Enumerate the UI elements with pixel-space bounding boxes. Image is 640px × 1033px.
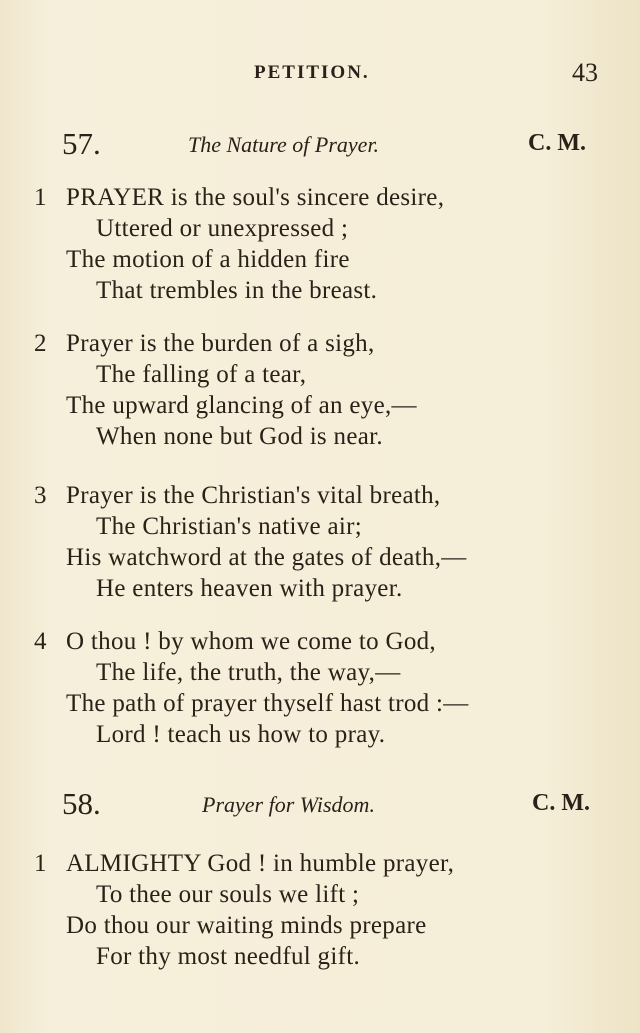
verse-line: O thou ! by whom we come to God, <box>66 628 436 655</box>
hymn-heading <box>0 126 640 162</box>
hymn-meter: C. M. <box>532 790 590 816</box>
verse-number: 4 <box>34 628 47 655</box>
verse-line: That trembles in the breast. <box>96 277 378 304</box>
verse-line: He enters heaven with prayer. <box>96 575 403 602</box>
verse-line: Prayer is the Christian's vital breath, <box>66 482 441 509</box>
hymn-number: 58. <box>62 786 101 821</box>
hymn-meter: C. M. <box>528 130 586 156</box>
verse-line: The path of prayer thyself hast trod :— <box>66 690 469 717</box>
verse-number: 1 <box>34 850 47 877</box>
verse-line: Do thou our waiting minds prepare <box>66 912 427 939</box>
running-title: PETITION. <box>254 62 370 83</box>
verse-number: 1 <box>34 184 47 211</box>
verse-line: The upward glancing of an eye,— <box>66 392 417 419</box>
hymn-title: The Nature of Prayer. <box>188 132 380 157</box>
verse-line: The Christian's native air; <box>96 513 363 540</box>
verse-line: His watchword at the gates of death,— <box>66 544 467 571</box>
running-header <box>0 58 640 92</box>
verse-line: PRAYER is the soul's sincere desire, <box>66 184 445 211</box>
hymn-number: 57. <box>62 126 101 161</box>
hymn-heading <box>0 786 640 822</box>
verse-line: To thee our souls we lift ; <box>96 881 360 908</box>
verse-line: ALMIGHTY God ! in humble prayer, <box>66 850 455 877</box>
verse-line: The life, the truth, the way,— <box>96 659 401 686</box>
verse-line: The motion of a hidden fire <box>66 246 350 273</box>
verse-line: Prayer is the burden of a sigh, <box>66 330 375 357</box>
verse-line: Lord ! teach us how to pray. <box>96 721 386 748</box>
verse-line: The falling of a tear, <box>96 361 307 388</box>
page-number: 43 <box>572 58 598 87</box>
hymn-title: Prayer for Wisdom. <box>202 792 375 817</box>
verse-number: 2 <box>34 330 47 357</box>
verse-line: For thy most needful gift. <box>96 943 361 970</box>
verse-number: 3 <box>34 482 47 509</box>
verse-line: When none but God is near. <box>96 423 383 450</box>
verse-line: Uttered or unexpressed ; <box>96 215 349 242</box>
